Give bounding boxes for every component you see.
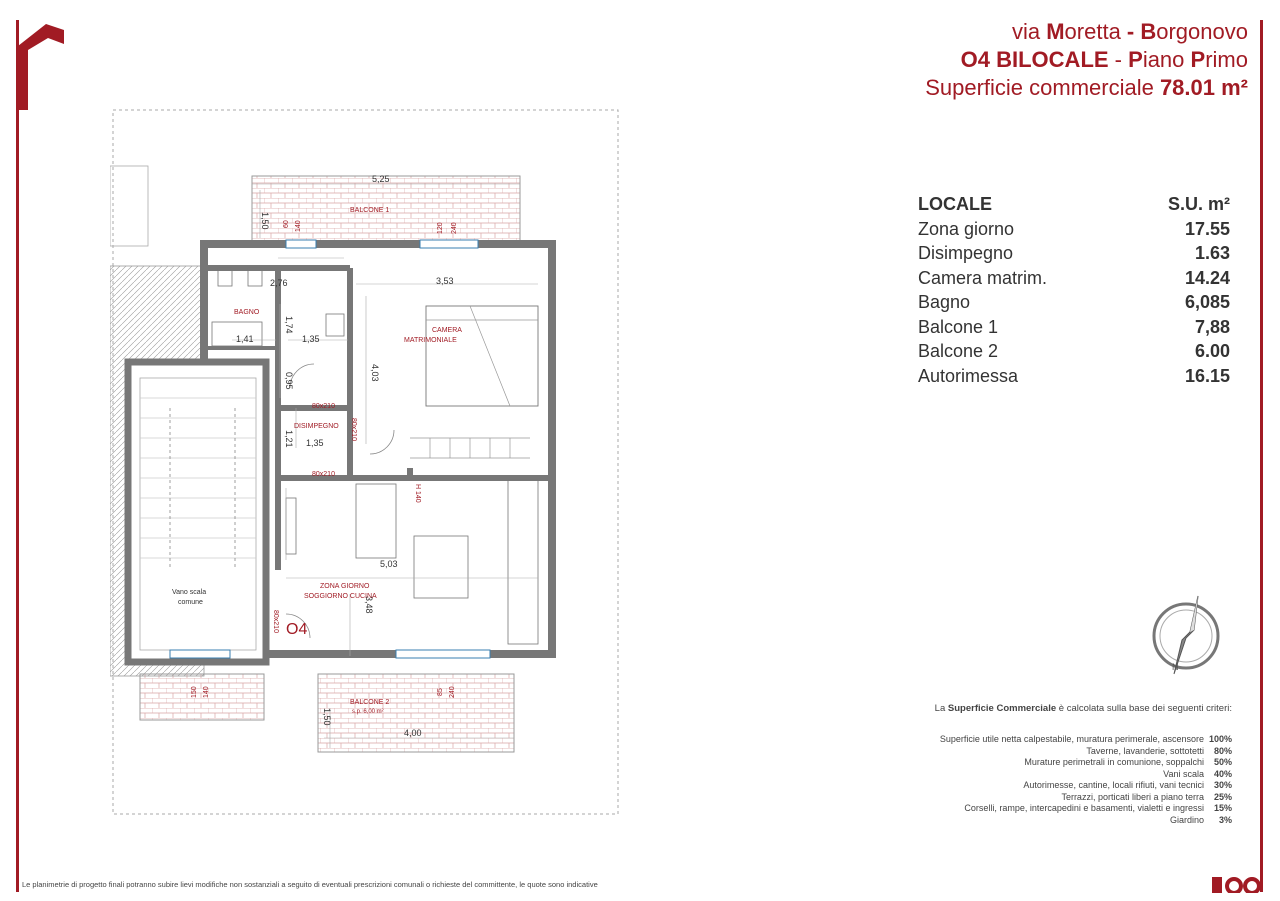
row-name: Camera matrim. (918, 267, 1048, 288)
label-bagno: BAGNO (234, 309, 260, 316)
row-value: 6,085 (1184, 292, 1230, 312)
row-name: Balcone 2 (918, 341, 999, 361)
row-name: Disimpegno (918, 243, 1014, 263)
unit-line (925, 46, 1248, 74)
criteria-row (840, 746, 1232, 758)
criteria-value: 50% (1213, 757, 1232, 767)
surface-table (918, 192, 1230, 388)
criteria-row (840, 815, 1232, 827)
criteria-row (840, 757, 1232, 769)
criteria-value: 100% (1208, 734, 1232, 744)
window (396, 650, 490, 658)
dim-240b: 240 (449, 686, 456, 698)
surface-value: 78.01 m² (1159, 75, 1248, 100)
criteria-row (840, 792, 1232, 804)
criteria-value: 3% (1218, 814, 1232, 825)
criteria-value: 30% (1213, 780, 1232, 790)
dim-095: 0,95 (284, 372, 294, 390)
intro-part: Superficie Commerciale (947, 703, 1057, 714)
row-name: Zona giorno (918, 218, 1015, 239)
dim-121: 1,21 (284, 430, 294, 448)
north-compass-icon (1150, 592, 1226, 682)
surface-line (925, 74, 1248, 102)
criteria-row (840, 780, 1232, 792)
header (925, 18, 1248, 102)
svg-text:N: N (1172, 662, 1179, 672)
criteria-row (840, 803, 1232, 815)
address-line (925, 18, 1248, 46)
dim-353: 3,53 (436, 276, 454, 286)
dim-balcone2-width: 4,00 (404, 728, 422, 738)
label-comune: comune (178, 599, 203, 606)
stair-core (128, 362, 266, 662)
label-soggiorno-cucina: SOGGIORNO CUCINA (304, 593, 377, 600)
column-locale: LOCALE (918, 194, 992, 214)
unit-part: rimo (1205, 47, 1248, 72)
row-value: 6.00 (1194, 341, 1230, 361)
dim-135b: 1,35 (306, 438, 324, 448)
brand-logo-icon (18, 20, 66, 110)
criteria-row (840, 769, 1232, 781)
tv-icon (286, 498, 296, 554)
dim-h140: H 140 (414, 484, 421, 503)
table-row (918, 315, 1230, 340)
label-camera: CAMERA (432, 327, 462, 334)
unit-id: O4 (286, 621, 308, 638)
table-row (918, 290, 1230, 315)
address-part: - B (1126, 19, 1157, 44)
intro-part: è calcolata sulla base dei seguenti criteri: (1056, 703, 1232, 714)
row-name: Bagno (918, 292, 971, 312)
dim-balcone1-width: 5,25 (372, 174, 390, 184)
dim-276: 2,76 (270, 278, 288, 288)
address-part: via (1011, 19, 1047, 44)
dim-85: 85 (437, 688, 444, 696)
criteria-label: Murature perimetrali in comunione, soppalchi (1024, 757, 1204, 767)
dim-141: 1,41 (236, 334, 254, 344)
disclaimer-text: Le planimetrie di progetto finali potranno subire lievi modifiche non sostanziali a seguito di eventuali prescrizioni comunali o richieste del committente, le quote sono indicative (22, 880, 598, 889)
row-value: 16.15 (1184, 365, 1230, 386)
table-icon (414, 536, 468, 598)
bed-icon (426, 306, 538, 406)
dim-120: 120 (437, 222, 444, 234)
dim-403: 4,03 (370, 364, 380, 382)
criteria-label: Terrazzi, porticati liberi a piano terra (1061, 791, 1204, 802)
dim-140b: 140 (203, 686, 210, 698)
dim-348: 3,48 (364, 596, 374, 614)
criteria-label: Giardino (1169, 814, 1204, 825)
row-value: 1.63 (1194, 243, 1230, 263)
criteria-intro (840, 703, 1232, 714)
balcone-2 (318, 674, 514, 752)
label-balcone-2-sub: s.p. 6,00 m² (352, 709, 384, 715)
table-header (918, 192, 1230, 217)
label-matrimoniale: MATRIMONIALE (404, 337, 457, 344)
sink-icon (326, 314, 344, 336)
dim-135a: 1,35 (302, 334, 320, 344)
criteria-label: Corselli, rampe, intercapedini e basamenti, vialetti e ingressi (964, 803, 1204, 813)
unit-part: O4 BILOCALE (960, 47, 1109, 72)
criteria-box (840, 703, 1232, 826)
dim-80x210b: 80x210 (350, 418, 357, 441)
dim-balcone2-height: 1,50 (322, 708, 332, 726)
dim-503: 5,03 (380, 559, 398, 569)
criteria-label: Vani scala (1163, 768, 1204, 779)
floor-plan (110, 108, 622, 820)
window (420, 240, 478, 248)
column-su: S.U. m² (1167, 194, 1230, 214)
unit-part: P (1190, 47, 1206, 72)
wardrobe-icon (410, 438, 530, 458)
door-icon (370, 430, 394, 454)
criteria-row (840, 734, 1232, 746)
label-vano-scala: Vano scala (172, 589, 207, 596)
label-balcone-1: BALCONE 1 (350, 207, 390, 214)
table-row (918, 266, 1230, 291)
dim-140: 140 (295, 220, 302, 232)
criteria-value: 80% (1213, 745, 1232, 756)
criteria-value: 40% (1213, 768, 1232, 779)
address-part: oretta (1064, 19, 1127, 44)
unit-part: P (1128, 47, 1143, 72)
address-part: M (1046, 19, 1065, 44)
table-row (918, 241, 1230, 266)
criteria-value: 25% (1213, 791, 1232, 802)
dim-240: 240 (451, 222, 458, 234)
dim-60: 60 (283, 220, 290, 228)
row-value: 7,88 (1194, 316, 1230, 337)
criteria-value: 15% (1213, 803, 1232, 813)
row-name: Autorimessa (918, 365, 1019, 386)
window (170, 650, 230, 658)
intro-part: La (934, 703, 948, 714)
row-value: 17.55 (1184, 218, 1230, 239)
label-zona-giorno: ZONA GIORNO (320, 583, 370, 590)
criteria-label: Autorimesse, cantine, locali rifiuti, vani tecnici (1023, 780, 1204, 790)
dim-80x210a: 80x210 (312, 403, 335, 410)
dim-balcone1-height: 1,50 (260, 212, 270, 230)
side-balcony (140, 674, 264, 720)
unit-part: iano (1142, 47, 1191, 72)
surface-label: Superficie commerciale (925, 75, 1160, 100)
address-part: orgonovo (1156, 19, 1248, 44)
dim-150: 150 (191, 686, 198, 698)
table-row (918, 217, 1230, 242)
dim-80x210d: 80x210 (272, 610, 279, 633)
row-name: Balcone 1 (918, 316, 999, 337)
label-balcone-2: BALCONE 2 (350, 699, 390, 706)
row-value: 14.24 (1184, 267, 1230, 288)
unit-part: - (1108, 47, 1129, 72)
window (286, 240, 316, 248)
table-row (918, 364, 1230, 389)
stair-top-area (110, 166, 148, 246)
criteria-label: Superficie utile netta calpestabile, muratura perimerale, ascensore (939, 734, 1204, 744)
dim-174: 1,74 (284, 316, 294, 334)
kitchen-counter (508, 480, 538, 644)
corner-logo-icon (1212, 871, 1262, 893)
label-disimpegno: DISIMPEGNO (294, 423, 339, 430)
table-row (918, 339, 1230, 364)
sofa-icon (356, 484, 396, 558)
criteria-label: Taverne, lavanderie, sottotetti (1086, 745, 1204, 756)
dim-80x210c: 80x210 (312, 471, 335, 478)
